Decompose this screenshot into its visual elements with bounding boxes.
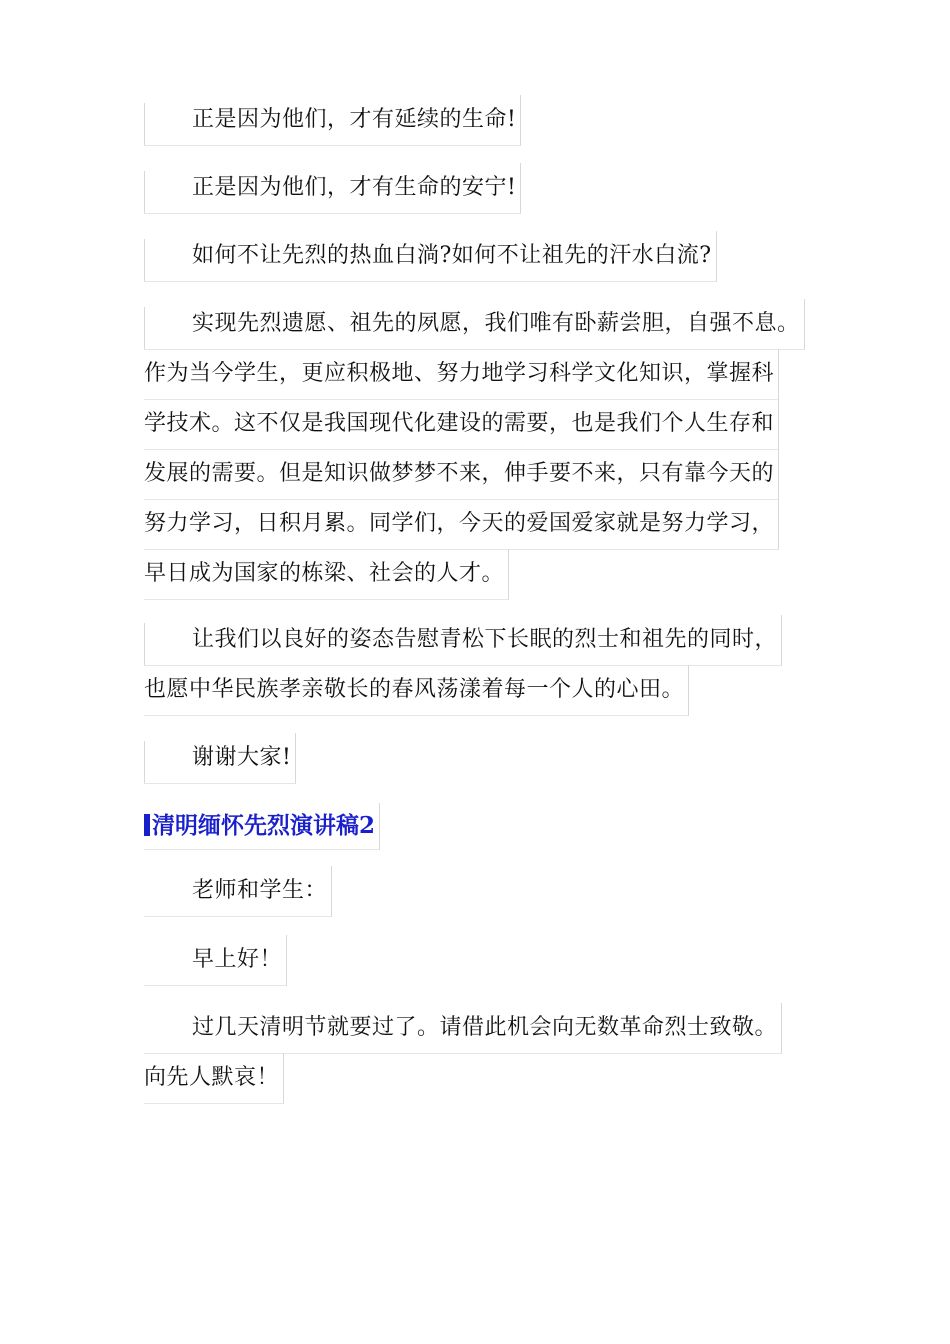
paragraph — [144, 231, 816, 282]
paragraph-line: 如何不让先烈的热血白淌?如何不让祖先的汗水白流? — [144, 231, 717, 282]
paragraph-line: 正是因为他们，才有延续的生命! — [144, 95, 521, 146]
heading-marker-icon — [144, 814, 150, 836]
paragraph — [144, 935, 816, 986]
paragraph-line: 作为当今学生，更应积极地、努力地学习科学文化知识，掌握科 — [144, 349, 779, 400]
paragraph-line: 努力学习，日积月累。同学们，今天的爱国爱家就是努力学习， — [144, 499, 779, 550]
section-heading-text: 清明缅怀先烈演讲稿2 — [152, 812, 376, 839]
paragraph-line: 让我们以良好的姿态告慰青松下长眠的烈士和祖先的同时， — [144, 615, 782, 666]
paragraph-line: 向先人默哀！ — [144, 1053, 284, 1104]
paragraph — [144, 733, 816, 784]
paragraph — [144, 95, 816, 146]
paragraph-line: 实现先烈遗愿、祖先的夙愿，我们唯有卧薪尝胆，自强不息。 — [144, 299, 805, 350]
paragraph — [144, 163, 816, 214]
paragraph-line: 早日成为国家的栋梁、社会的人才。 — [144, 549, 509, 600]
paragraph-line: 谢谢大家! — [144, 733, 296, 784]
paragraph — [144, 1003, 816, 1103]
paragraph-line: 过几天清明节就要过了。请借此机会向无数革命烈士致敬。 — [144, 1003, 782, 1054]
paragraph-line: 学技术。这不仅是我国现代化建设的需要，也是我们个人生存和 — [144, 399, 779, 450]
paragraph — [144, 866, 816, 917]
paragraph-line: 正是因为他们，才有生命的安宁! — [144, 163, 521, 214]
paragraph-line: 也愿中华民族孝亲敬长的春风荡漾着每一个人的心田。 — [144, 665, 689, 716]
paragraph — [144, 615, 816, 715]
paragraph-line: 老师和学生： — [144, 866, 332, 917]
paragraph — [144, 299, 816, 599]
paragraph-line: 发展的需要。但是知识做梦梦不来，伸手要不来，只有靠今天的 — [144, 449, 779, 500]
section-heading — [144, 803, 380, 850]
paragraph-line: 早上好！ — [144, 935, 287, 986]
